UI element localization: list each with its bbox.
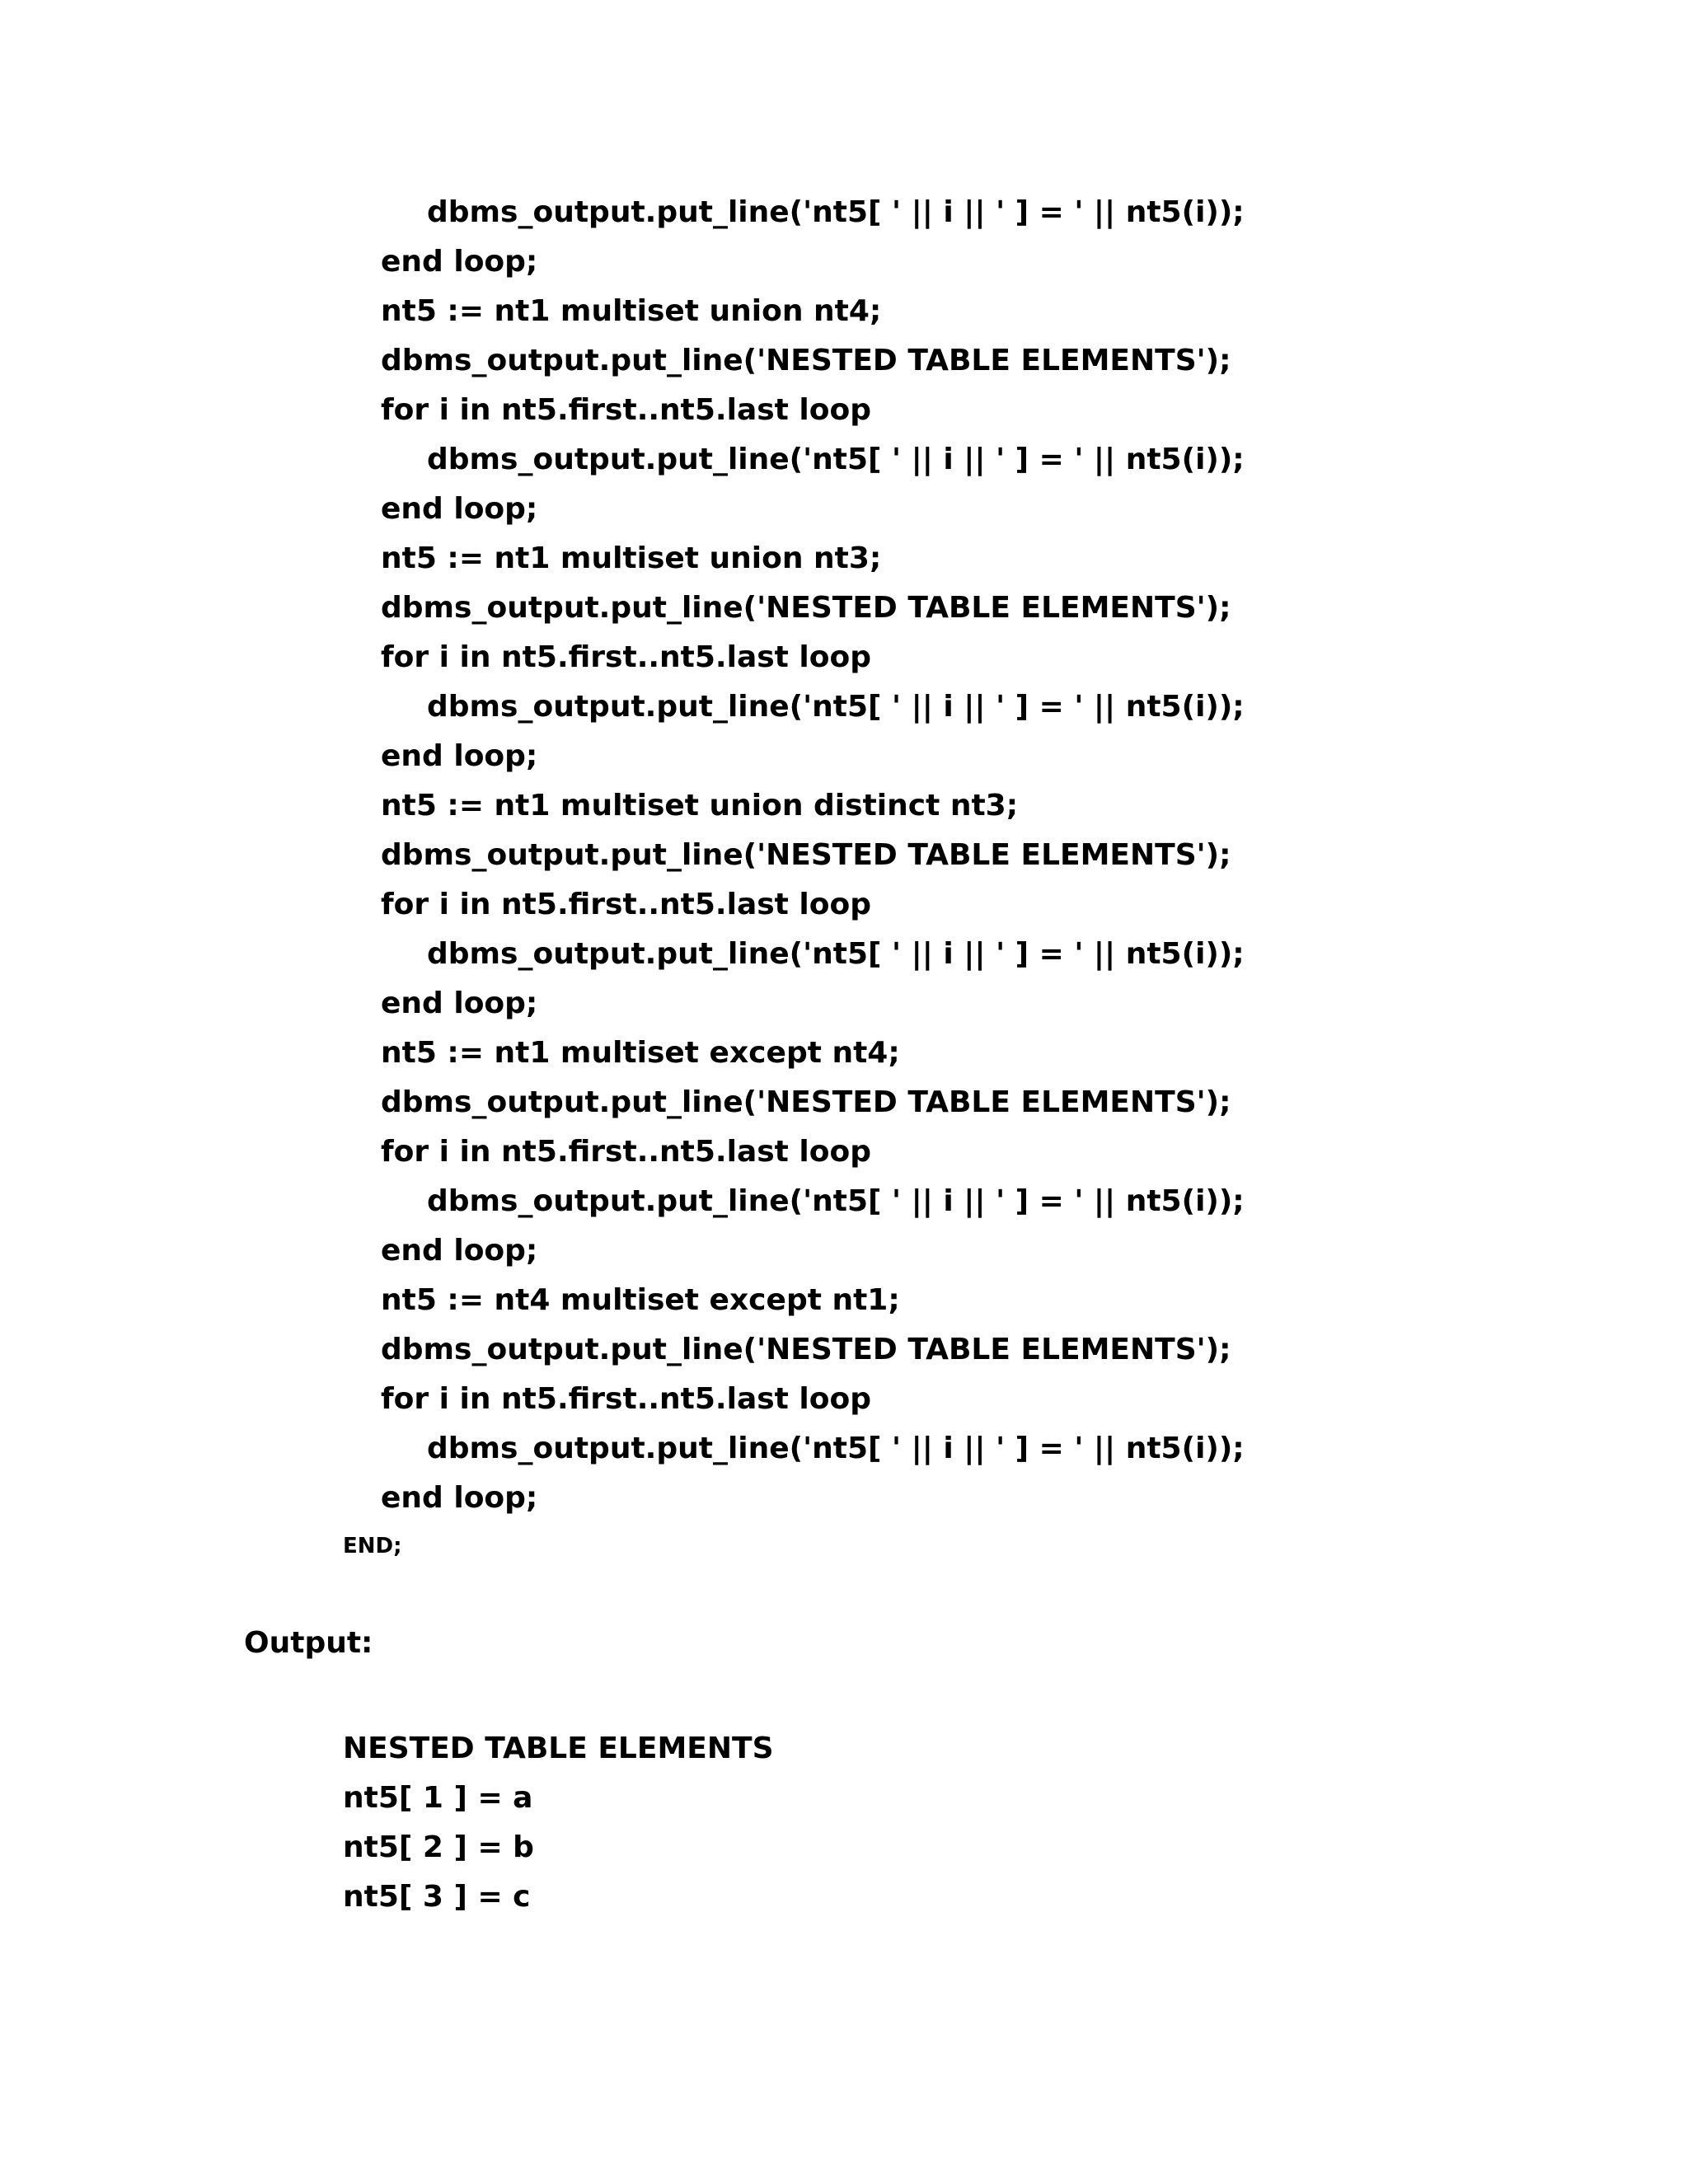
- code-line: dbms_output.put_line('nt5[ ' || i || ' ] = ' || nt5(i));: [427, 690, 1245, 724]
- output-line: nt5[ 3 ] = c: [343, 1880, 531, 1914]
- code-line: end loop;: [381, 1481, 538, 1515]
- code-line: end loop;: [381, 492, 538, 526]
- code-line: for i in nt5.first..nt5.last loop: [381, 1382, 871, 1416]
- code-line: nt5 := nt1 multiset union distinct nt3;: [381, 789, 1019, 823]
- code-line: for i in nt5.first..nt5.last loop: [381, 640, 871, 674]
- code-line: dbms_output.put_line('NESTED TABLE ELEMENTS');: [381, 344, 1231, 377]
- code-line: dbms_output.put_line('nt5[ ' || i || ' ] = ' || nt5(i));: [427, 195, 1245, 229]
- output-line: nt5[ 1 ] = a: [343, 1781, 533, 1815]
- code-line: nt5 := nt1 multiset except nt4;: [381, 1036, 900, 1070]
- code-line: for i in nt5.first..nt5.last loop: [381, 1135, 871, 1169]
- code-line: for i in nt5.first..nt5.last loop: [381, 888, 871, 921]
- code-line: for i in nt5.first..nt5.last loop: [381, 393, 871, 427]
- code-line: dbms_output.put_line('nt5[ ' || i || ' ] = ' || nt5(i));: [427, 443, 1245, 476]
- code-line: end loop;: [381, 987, 538, 1020]
- output-heading: Output:: [244, 1626, 373, 1660]
- output-line: nt5[ 2 ] = b: [343, 1830, 534, 1864]
- code-line: nt5 := nt1 multiset union nt4;: [381, 294, 882, 328]
- code-line: nt5 := nt4 multiset except nt1;: [381, 1283, 900, 1317]
- code-line: dbms_output.put_line('NESTED TABLE ELEMENTS');: [381, 838, 1231, 872]
- code-line: end loop;: [381, 739, 538, 773]
- code-line: dbms_output.put_line('nt5[ ' || i || ' ] = ' || nt5(i));: [427, 937, 1245, 971]
- code-line: end loop;: [381, 245, 538, 279]
- code-line: dbms_output.put_line('NESTED TABLE ELEMENTS');: [381, 1333, 1231, 1366]
- code-line: dbms_output.put_line('NESTED TABLE ELEMENTS');: [381, 1085, 1231, 1119]
- code-line: end loop;: [381, 1234, 538, 1268]
- output-line: NESTED TABLE ELEMENTS: [343, 1732, 774, 1765]
- code-line: nt5 := nt1 multiset union nt3;: [381, 541, 882, 575]
- code-line: dbms_output.put_line('nt5[ ' || i || ' ] = ' || nt5(i));: [427, 1184, 1245, 1218]
- code-line: dbms_output.put_line('NESTED TABLE ELEMENTS');: [381, 591, 1231, 625]
- code-end-line: END;: [343, 1534, 402, 1558]
- code-line: dbms_output.put_line('nt5[ ' || i || ' ] = ' || nt5(i));: [427, 1432, 1245, 1465]
